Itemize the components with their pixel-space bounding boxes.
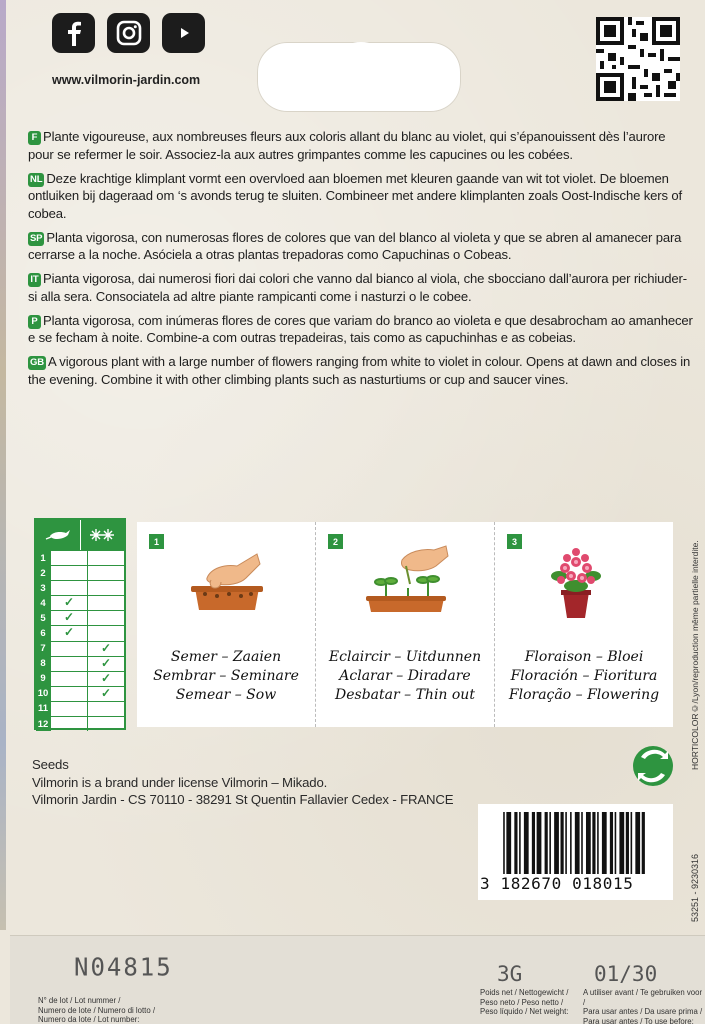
barcode-bar [545,812,548,874]
lang-badge: P [28,315,41,329]
barcode-bars [500,812,664,874]
barcode-bar [597,812,599,874]
description-sp: SP Planta vigorosa, con numerosas flores de colores que van del blanco al violeta y que se abren al amanecer para cerrarse a la noche. Asóciela a otras plantas trepadoras como Capuchinas o Cobeas. [28,229,682,262]
sow-cell: ✓ [50,596,87,610]
lang-badge: F [28,131,41,145]
lot-labels [38,996,155,1024]
barcode-bar [561,812,564,874]
lang-badge: SP [30,232,43,244]
step-number: 1 [149,534,164,549]
caption: Semer – Zaaien [170,649,282,665]
barcode-bar [537,812,542,874]
month-number: 4 [36,596,50,610]
social-icons [52,13,205,53]
use-before-date: 01/30 [594,962,658,986]
barcode-bar [615,812,617,874]
caption: Sembrar – Seminare [153,668,299,684]
flowering-pot-icon [535,536,635,626]
hand-sowing-icon [177,536,277,626]
sowing-steps [137,522,673,727]
sow-cell [50,657,87,671]
month-number: 12 [37,718,49,730]
flower-cell [87,626,124,640]
calendar-month-row [36,610,124,625]
lang-badge: GB [30,357,44,368]
calendar-month-row [36,580,124,595]
calendar-month-row [36,595,124,610]
weight-label: Poids net / Nettogewicht / [480,988,569,997]
product-code: 53251 - 9230316 [690,853,700,922]
flower-cell: ✓ [87,687,124,701]
step-sow [137,522,315,727]
qr-code[interactable] [596,17,680,101]
caption: Floração – Flowering [508,687,660,703]
calendar-month-row [36,625,124,640]
youtube-icon[interactable] [162,13,205,53]
net-weight: 3G [497,962,523,986]
barcode-bar [586,812,591,874]
caption: Floración – Fioritura [510,668,658,684]
lang-badge: IT [28,273,41,287]
instagram-icon[interactable] [107,13,150,53]
flower-cell [87,581,124,595]
step-number: 2 [328,534,343,549]
weight-labels [480,988,568,1017]
packet-edge [0,0,6,930]
barcode-bar [514,812,517,874]
description-nl: NL Deze krachtige klimplant vormt een overvloed aan bloemen met kleuren gaande van wit tot violet. De bloemen ontluiken bij dageraad om ‘s avonds terug te sluiten. Combineer met andere klimplanten zoals Oost-Indische kers of cobea. [28,170,682,221]
watering-can-icon [36,520,80,550]
date-label: A utiliser avant / Te gebruiken voor / [583,988,703,1007]
barcode-bar [554,812,559,874]
barcode-bar [635,812,640,874]
barcode-bar [575,812,580,874]
flower-cell: ✓ [87,672,124,686]
sow-cell [50,566,87,580]
month-number: 8 [36,657,50,671]
weight-label: Peso neto / Peso netto / [480,997,564,1007]
website-url[interactable]: www.vilmorin-jardin.com [52,73,201,87]
legal-line: Vilmorin is a brand under license Vilmorin – Mikado. [32,774,328,790]
barcode-bar [642,812,645,874]
flower-cell [87,611,124,625]
date-label: Para usar antes / Da usare prima / [583,1007,703,1016]
barcode-bar [570,812,572,874]
month-number: 7 [36,642,50,656]
facebook-icon[interactable] [52,13,95,53]
calendar-month-row [36,565,124,580]
weight-label: Peso líquido / Net weight: [480,1007,569,1016]
calendar-month-row [36,671,124,686]
legal-text [32,756,453,809]
month-number: 11 [37,703,49,715]
flower-cell [87,566,124,580]
lot-label: Numero da lote / Lot number: [38,1015,140,1024]
lot-label: Numero de lote / Numero di lotto / [38,1005,156,1015]
description-fr: F Plante vigoureuse, aux nombreuses fleurs aux coloris allant du blanc au violet, qui s’épanouissent dès l’aurore pour se refermer le soir. Associez-la aux autres grimpantes comme les capucines ou les cobées. [28,129,666,162]
month-number: 2 [36,566,50,580]
caption: Desbatar – Thin out [335,687,475,703]
growing-calendar [34,518,126,730]
calendar-month-row [36,550,124,565]
barcode-bar [503,812,505,874]
calendar-month-row [36,701,124,716]
description-it: IT Pianta vigorosa, dai numerosi fiori dai colori che vanno dal bianco al viola, che sbocciano dall’aurora per richiuder-si alla sera. Consociatela ad altre piante rampicanti come i nasturzi o le cobee. [28,271,687,304]
flower-cell: ✓ [87,657,124,671]
calendar-header [36,520,124,550]
month-number: 10 [37,688,49,700]
flower-cell [87,596,124,610]
date-label: Para usar antes / To use before: [583,1016,694,1024]
seedlings-icon [356,536,456,626]
step-number: 3 [507,534,522,549]
flower-sun-icon [80,520,125,550]
legal-line: Seeds [32,757,69,772]
barcode-bar [592,812,595,874]
sow-cell [50,717,87,731]
month-number: 6 [36,626,50,640]
barcode-bar [581,812,583,874]
step-flowering [494,522,673,727]
barcode [478,804,673,900]
barcode-bar [631,812,633,874]
step-captions [137,648,315,705]
caption: Aclarar – Diradare [339,668,471,684]
sow-cell [50,687,87,701]
sow-cell [50,672,87,686]
barcode-bar [619,812,624,874]
caption: Floraison – Bloei [524,649,644,665]
flower-cell [87,551,124,565]
barcode-bar [549,812,551,874]
legal-line: Vilmorin Jardin - CS 70110 - 38291 St Quentin Fallavier Cedex - FRANCE [32,792,454,807]
sow-cell [50,702,87,716]
barcode-bar [506,812,511,874]
barcode-bar [565,812,567,874]
caption: Semear – Sow [175,687,277,703]
month-number: 1 [36,551,50,565]
barcode-number: 3 182670 018015 [480,874,634,893]
description-p: P Planta vigorosa, com inúmeras flores de cores que variam do branco ao violeta e que desabrocham ao amanhecer e se fecham à noite. Combine-a com outras trepadeiras, tais como as capuchinhas e as cobeias. [28,312,693,345]
barcode-bar [626,812,629,874]
calendar-month-row [36,656,124,671]
sow-cell [50,551,87,565]
sow-cell: ✓ [50,611,87,625]
recycle-icon [632,745,674,787]
flower-cell [87,717,124,731]
lot-label: N° de lot / Lot nummer / [38,996,121,1005]
calendar-month-row [36,641,124,656]
step-captions [316,648,494,705]
copyright-side-text: HORTICOLOR©/Lyon/reproduction même partielle interdite. [690,540,700,770]
lang-badge: NL [30,173,43,185]
barcode-bar [519,812,521,874]
flower-cell [87,702,124,716]
barcode-bar [532,812,535,874]
descriptions [28,128,694,395]
calendar-month-row [36,716,124,731]
description-gb: GB A vigorous plant with a large number of flowers ranging from white to violet in colour. Opens at dawn and closes in the evening. Combine it with other climbing plants such as nasturtiums or cup and saucer vines. [28,354,691,387]
caption: Eclaircir – Uitdunnen [328,649,482,665]
barcode-bar [524,812,529,874]
flower-cell: ✓ [87,642,124,656]
barcode-bar [610,812,613,874]
step-thin-out [315,522,494,727]
lot-number: N04815 [74,952,173,982]
month-number: 9 [36,672,50,686]
barcode-bar [602,812,607,874]
step-captions [495,648,673,705]
month-number: 5 [36,611,50,625]
sow-cell [50,642,87,656]
date-labels [583,988,705,1024]
calendar-month-row [36,686,124,701]
sow-cell [50,581,87,595]
sow-cell: ✓ [50,626,87,640]
month-number: 3 [36,581,50,595]
